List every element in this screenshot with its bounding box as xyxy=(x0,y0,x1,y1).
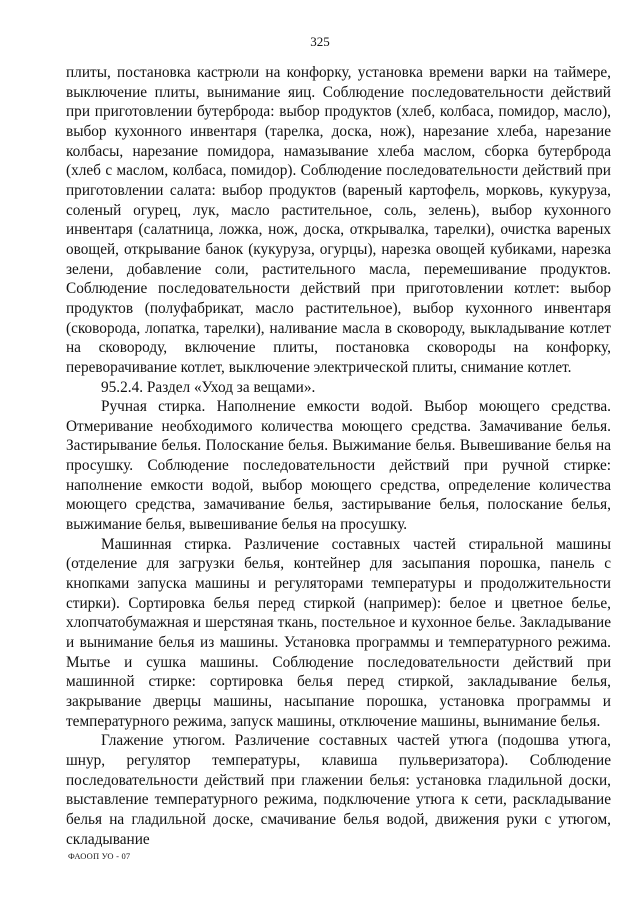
footer-document-code: ФАООП УО - 07 xyxy=(68,851,131,861)
paragraph-machine-washing: Машинная стирка. Различение составных частей стиральной машины (отделение для загрузки белья, контейнер для засыпания порошка, панель с кнопками запуска машины и регуляторами температуры и продолжительности стирки). Сортировка белья перед стиркой (например): белое и цветное белье, хлопчатобумажная и шерстяная ткань, постельное и кухонное белье. Закладывание и вынимание белья из машины. Установка программы и температурного режима. Мытье и сушка машины. Соблюдение последовательности действий при машинной стирке: сортировка белья перед стиркой, закладывание белья, закрывание дверцы машины, насыпание порошка, установка программы и температурного режима, запуск машины, отключение машины, вынимание белья. xyxy=(66,535,611,730)
paragraph-ironing: Глажение утюгом. Различение составных частей утюга (подошва утюга, шнур, регулятор температуры, клавиша пульверизатора). Соблюдение последовательности действий при глажении белья: установка гладильной доски, выставление температурного режима, подключение утюга к сети, раскладывание белья на гладильной доске, смачивание белья водой, движения руки с утюгом, складывание xyxy=(66,732,611,848)
section-heading-care-of-things: 95.2.4. Раздел «Уход за вещами». xyxy=(101,378,316,396)
page-number: 325 xyxy=(310,34,330,49)
paragraph-cooking-sequences: плиты, постановка кастрюли на конфорку, установка времени варки на таймере, выключение плиты, вынимание яиц. Соблюдение последовательности действий при приготовлении бутерброда: выбор продуктов (хлеб, колбаса, помидор, масло), выбор кухонного инвентаря (тарелка, доска, нож), нарезание хлеба, нарезание колбасы, нарезание помидора, намазывание хлеба маслом, сборка бутерброда (хлеб с маслом, колбаса, помидор). Соблюдение последовательности действий при приготовлении салата: выбор продуктов (вареный картофель, морковь, кукуруза, соленый огурец, лук, масло растительное, соль, зелень), выбор кухонного инвентаря (салатница, ложка, нож, доска, открывалка, тарелки), очистка вареных овощей, открывание банок (кукуруза, огурцы), нарезка овощей кубиками, нарезка зелени, добавление соли, растительного масла, перемешивание продуктов. Соблюдение последовательности действий при приготовлении котлет: выбор продуктов (полуфабрикат, масло растительное), выбор кухонного инвентаря (сковорода, лопатка, тарелки), наливание масла в сковороду, выкладывание котлет на сковороду, включение плиты, постановка сковороды на конфорку, переворачивание котлет, выключение электрической плиты, снимание котлет. xyxy=(66,64,611,376)
document-body xyxy=(66,63,611,849)
paragraph-hand-washing: Ручная стирка. Наполнение емкости водой. Выбор моющего средства. Отмеривание необходимого количества моющего средства. Замачивание белья. Застирывание белья. Полоскание белья. Выжимание белья. Вывешивание белья на просушку. Соблюдение последовательности действий при ручной стирке: наполнение емкости водой, выбор моющего средства, определение количества моющего средства, замачивание белья, застирывание белья, полоскание белья, выжимание белья, вывешивание белья на просушку. xyxy=(66,398,611,534)
